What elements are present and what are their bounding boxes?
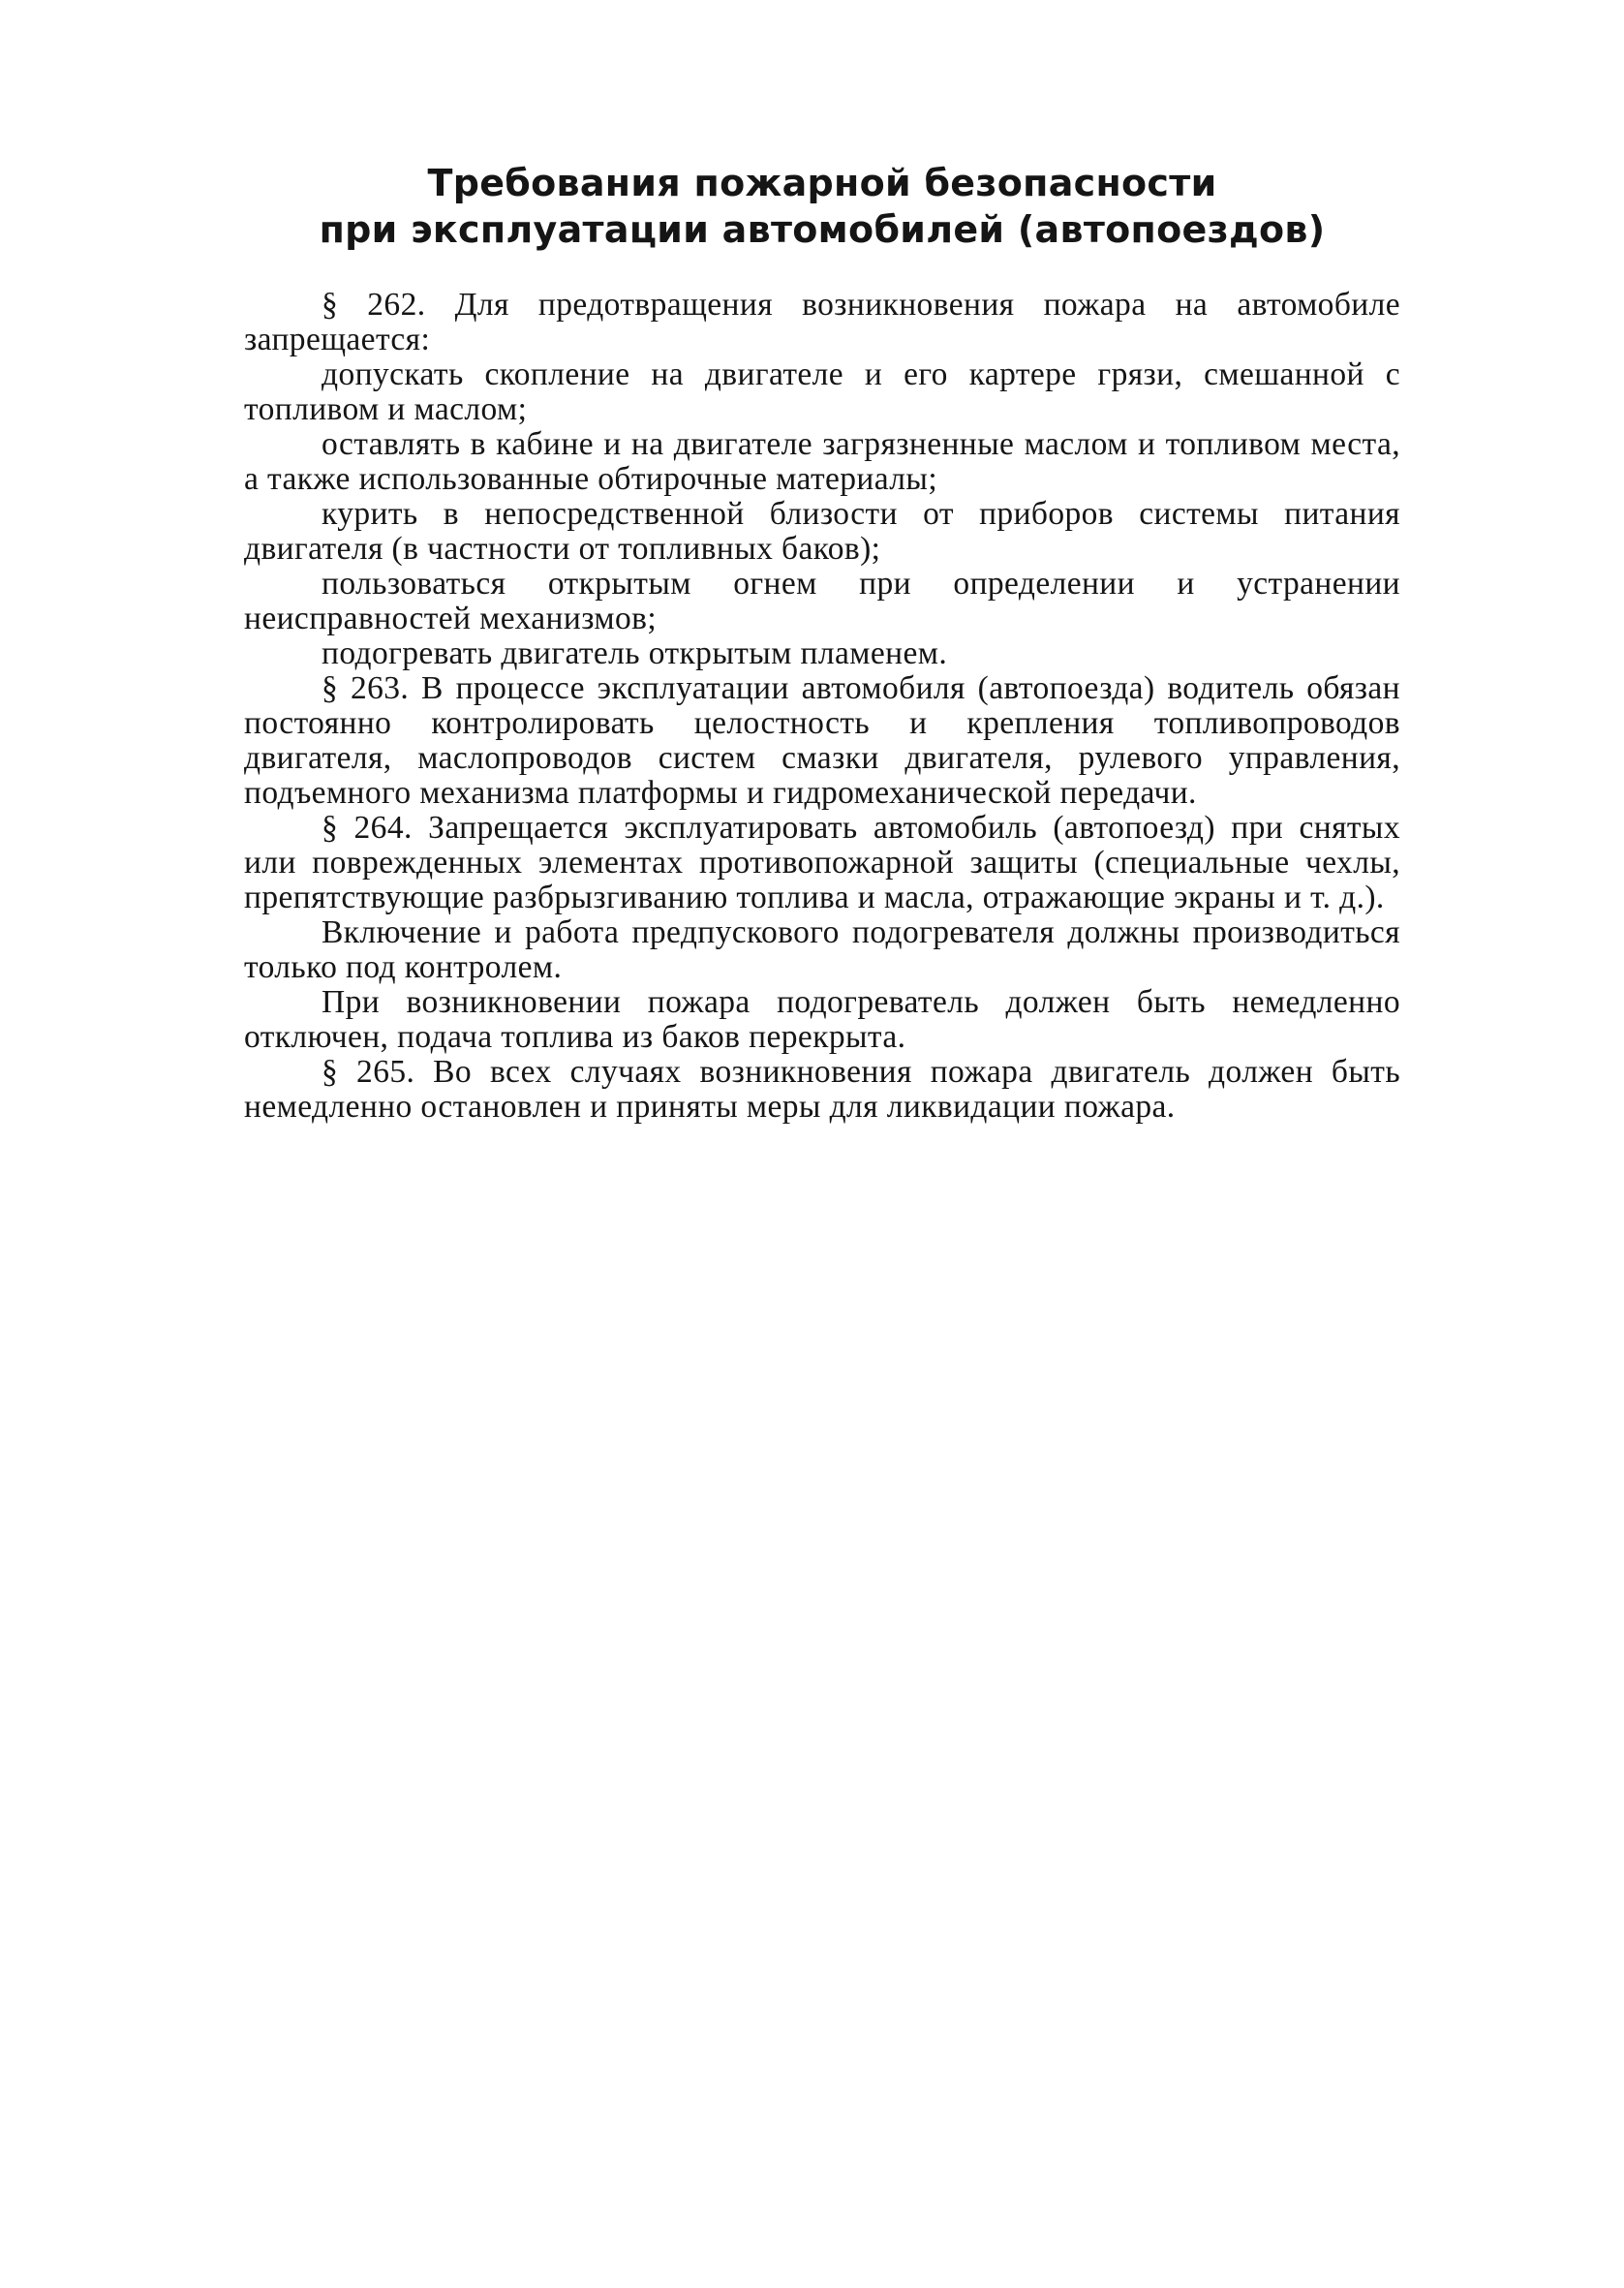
title-line-2: при эксплуатации автомобилей (автопоездов) [319,208,1326,251]
paragraph-262-item-dirt: допускать скопление на двигателе и его картере грязи, смешанной с топливом и маслом; [244,356,1400,427]
paragraph-265: § 265. Во всех случаях возникновения пожара двигатель должен быть немедленно остановлен и приняты меры для ликвидации пожара. [244,1054,1400,1125]
title-line-1: Требования пожарной безопасности [427,162,1217,204]
paragraph-264-fire-shutoff: При возникновении пожара подогреватель должен быть немедленно отключен, подача топлива из баков перекрыта. [244,984,1400,1055]
document-body [244,160,1400,1125]
paragraph-264: § 264. Запрещается эксплуатировать автомобиль (автопоезд) при снятых или поврежденных элементах противопожарной защиты (специальные чехлы, препятствующие разбрызгиванию топлива и масла, отражающие экраны и т. д.). [244,810,1400,915]
paragraph-262-item-heating: подогревать двигатель открытым пламенем. [322,635,948,671]
paragraph-262-intro: § 262. Для предотвращения возникновения пожара на автомобиле запрещается: [244,287,1400,357]
document-title [244,160,1400,253]
paragraph-264-preheater: Включение и работа предпускового подогревателя должны производиться только под контролем. [244,914,1400,985]
paragraph-262-item-smoking: курить в непосредственной близости от приборов системы питания двигателя (в частности от топливных баков); [244,496,1400,567]
paragraph-262-item-oily-places: оставлять в кабине и на двигателе загрязненные маслом и топливом места, а также использованные обтирочные материалы; [244,426,1400,497]
paragraph-262-item-open-fire: пользоваться открытым огнем при определении и устранении неисправностей механизмов; [244,566,1400,636]
paragraph-263: § 263. В процессе эксплуатации автомобиля (автопоезда) водитель обязан постоянно контролировать целостность и крепления топливопроводов двигателя, маслопроводов систем смазки двигателя, рулевого управления, подъемного механизма платформы и гидромеханической передачи. [244,670,1400,811]
